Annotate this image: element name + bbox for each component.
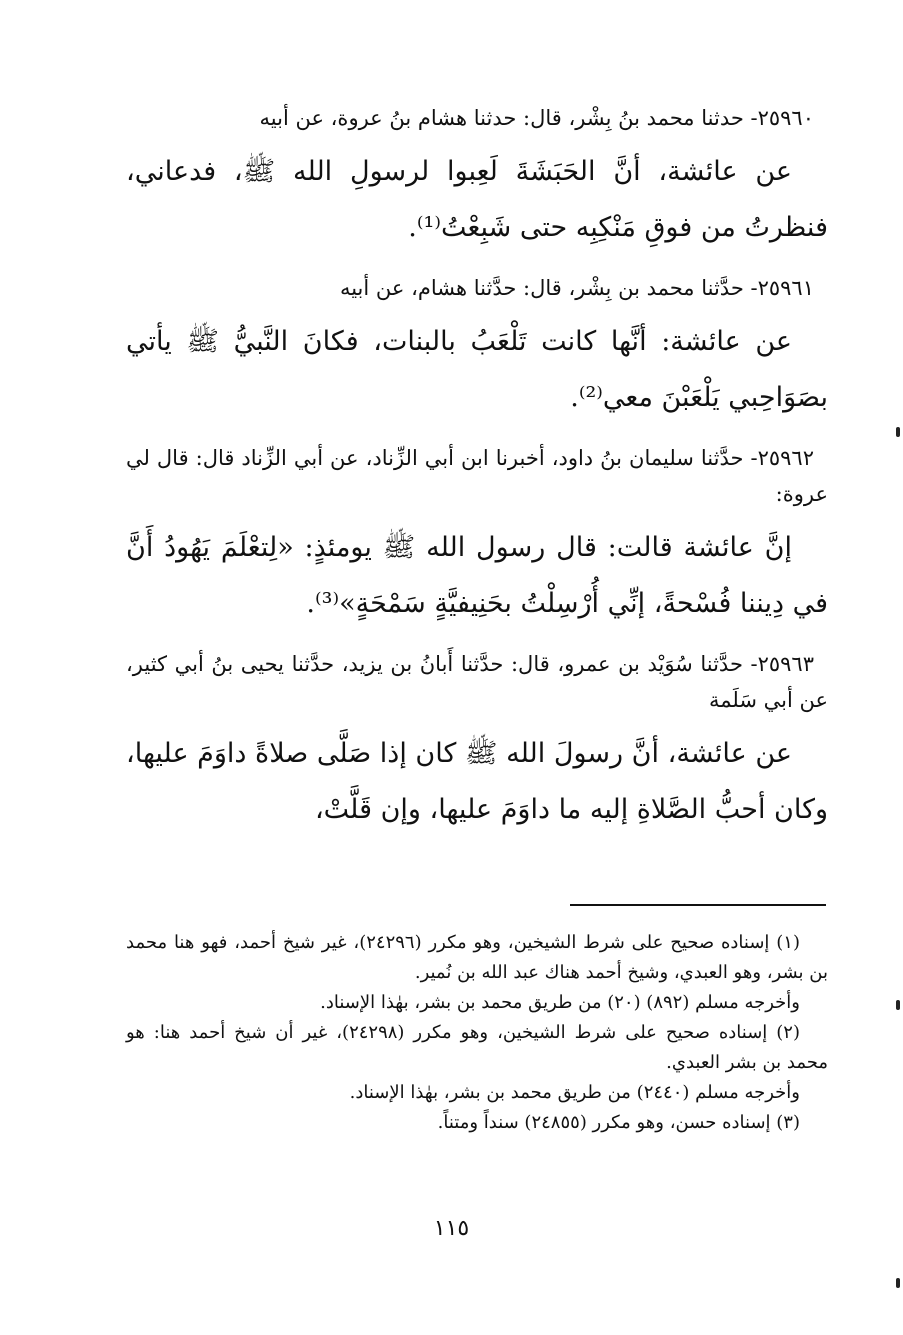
hadith-chain: ٢٥٩٦٢- حدَّثنا سليمان بنُ داود، أخبرنا ابن أبي الزِّناد، عن أبي الزِّناد قال: قال لي عروة: (126, 446, 828, 506)
hadith-chain: ٢٥٩٦١- حدَّثنا محمد بن بِشْر، قال: حدَّثنا هشام، عن أبيه (339, 276, 814, 300)
footnote: وأخرجه مسلم (٨٩٢) (٢٠) من طريق محمد بن بشر، بهٰذا الإسناد. (320, 992, 800, 1013)
hadith-text: عن عائشة، أنَّ الحَبَشَةَ لَعِبوا لرسولِ الله ﷺ، فدعاني، فنظرتُ من فوقِ مَنْكِبِه حتى شَبِعْتُ⁽¹⁾. (126, 156, 828, 243)
hadith-text: عن عائشة، أنَّ رسولَ الله ﷺ كان إذا صَلَّى صلاةً داوَمَ عليها، وكان أحبُّ الصَّلاةِ إليه ما داوَمَ عليها، وإن قَلَّتْ، (126, 738, 828, 825)
hadith-chain: ٢٥٩٦٠- حدثنا محمد بنُ بِشْر، قال: حدثنا هشام بنُ عروة، عن أبيه (259, 106, 814, 130)
scan-mark (896, 1000, 900, 1010)
hadith-text: إنَّ عائشة قالت: قال رسول الله ﷺ يومئذٍ: «لِتعْلَمَ يَهُودُ أَنَّ في دِيننا فُسْحةً، إنِّي أُرْسِلْتُ بحَنِيفيَّةٍ سَمْحَةٍ»⁽³⁾. (126, 532, 828, 619)
footnotes (126, 928, 828, 1138)
page-number: ١١٥ (433, 1216, 470, 1241)
footnote: (١) إسناده صحيح على شرط الشيخين، وهو مكرر (٢٤٢٩٦)، غير شيخ أحمد، فهو هنا محمد بن بشر، وهو العبدي، وشيخ أحمد هناك عبد الله بن نُمير. (126, 932, 828, 983)
hadith-chain: ٢٥٩٦٣- حدَّثنا سُوَيْد بن عمرو، قال: حدَّثنا أَبانُ بن يزيد، حدَّثنا يحيى بنُ أبي كثير، عن أبي سَلَمة (126, 652, 828, 712)
scan-mark (896, 427, 900, 437)
footnote: (٣) إسناده حسن، وهو مكرر (٢٤٨٥٥) سنداً ومتناً. (437, 1112, 800, 1133)
footnote: وأخرجه مسلم (٢٤٤٠) من طريق محمد بن بشر، بهٰذا الإسناد. (349, 1082, 800, 1103)
footnote-divider (570, 904, 826, 906)
hadith-text: عن عائشة: أنَّها كانت تَلْعَبُ بالبنات، فكانَ النَّبيُّ ﷺ يأتي بصَوَاحِبي يَلْعَبْنَ معي⁽²⁾. (126, 326, 828, 413)
main-text (126, 100, 828, 852)
footnote: (٢) إسناده صحيح على شرط الشيخين، وهو مكرر (٢٤٢٩٨)، غير أن شيخ أحمد هنا: هو محمد بن بشر العبدي. (126, 1022, 828, 1073)
scan-mark (896, 1278, 900, 1288)
